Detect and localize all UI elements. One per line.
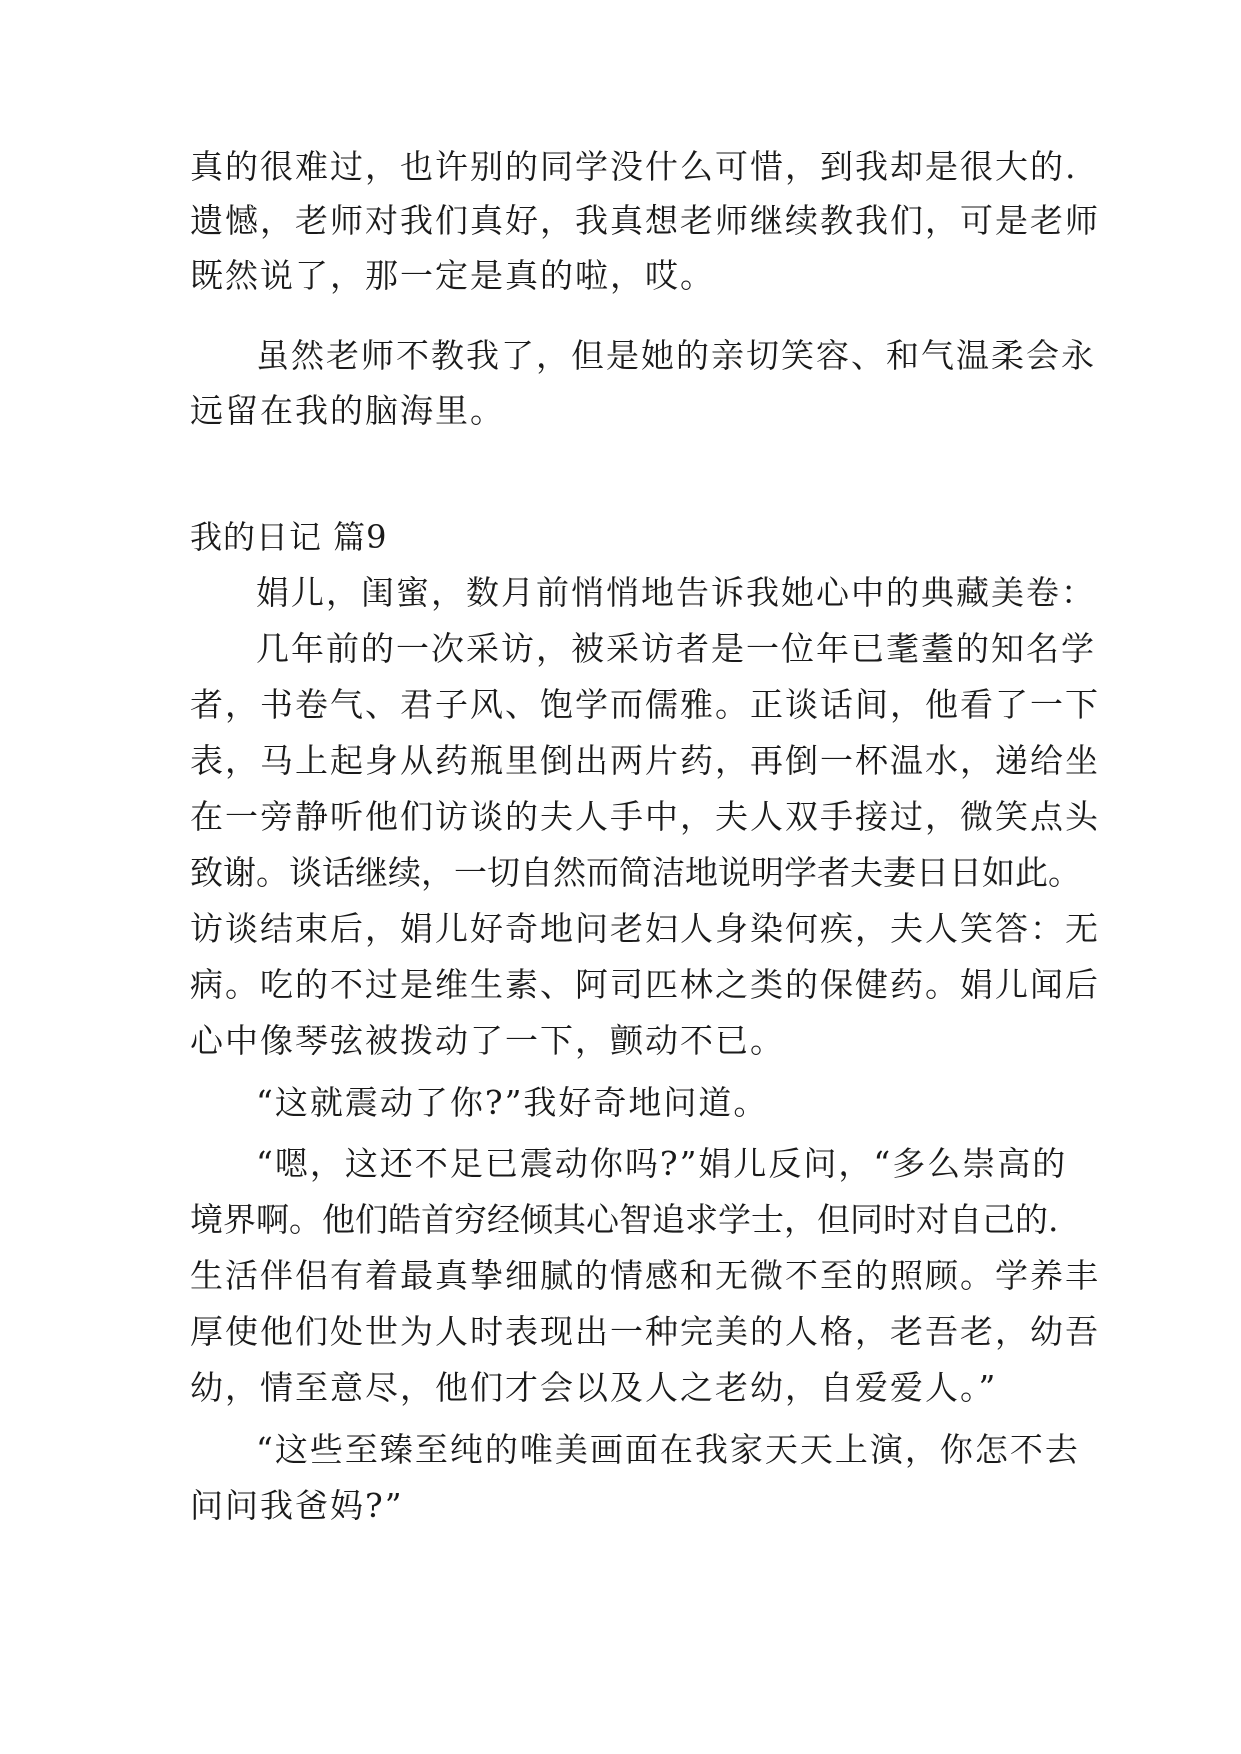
section-heading: 我的日记 篇9 [190, 518, 388, 556]
text-line: 心中像琴弦被拨动了一下，颤动不已。 [190, 1021, 785, 1060]
text-line: 远留在我的脑海里。 [190, 391, 505, 430]
paragraph-first-line: “嗯，这还不足已震动你吗?”娟儿反问，“多么崇高的 [256, 1144, 1068, 1183]
text-line: 表，马上起身从药瓶里倒出两片药，再倒一杯温水，递给坐 [190, 741, 1100, 780]
text-line: 病。吃的不过是维生素、阿司匹林之类的保健药。娟儿闻后 [190, 965, 1100, 1004]
paragraph-first-line: 娟儿，闺蜜，数月前悄悄地告诉我她心中的典藏美卷： [256, 573, 1096, 612]
text-line: 生活伴侣有着最真挚细腻的情感和无微不至的照顾。学养丰 [190, 1256, 1100, 1295]
text-line: 遗憾，老师对我们真好，我真想老师继续教我们，可是老师 [190, 201, 1100, 240]
paragraph-first-line: 几年前的一次采访，被采访者是一位年已耄耋的知名学 [256, 629, 1096, 668]
text-line: 真的很难过，也许别的同学没什么可惜，到我却是很大的. [190, 147, 1078, 186]
text-line: 问问我爸妈?” [190, 1486, 404, 1525]
text-line: 致谢。谈话继续，一切自然而简洁地说明学者夫妻日日如此。 [190, 853, 1081, 892]
text-line: 者，书卷气、君子风、饱学而儒雅。正谈话间，他看了一下 [190, 685, 1100, 724]
paragraph-first-line: “这就震动了你?”我好奇地问道。 [256, 1083, 769, 1122]
text-line: 境界啊。他们皓首穷经倾其心智追求学士，但同时对自己的. [190, 1200, 1059, 1239]
text-line: 在一旁静听他们访谈的夫人手中，夫人双手接过，微笑点头 [190, 797, 1100, 836]
text-line: 幼，情至意尽，他们才会以及人之老幼，自爱爱人。” [190, 1368, 998, 1407]
paragraph-first-line: “这些至臻至纯的唯美画面在我家天天上演，你怎不去 [256, 1430, 1080, 1469]
text-line: 厚使他们处世为人时表现出一种完美的人格，老吾老，幼吾 [190, 1312, 1100, 1351]
paragraph-first-line: 虽然老师不教我了，但是她的亲切笑容、和气温柔会永 [256, 336, 1096, 375]
text-line: 访谈结束后，娟儿好奇地问老妇人身染何疾，夫人笑答：无 [190, 909, 1100, 948]
text-line: 既然说了，那一定是真的啦，哎。 [190, 256, 715, 295]
